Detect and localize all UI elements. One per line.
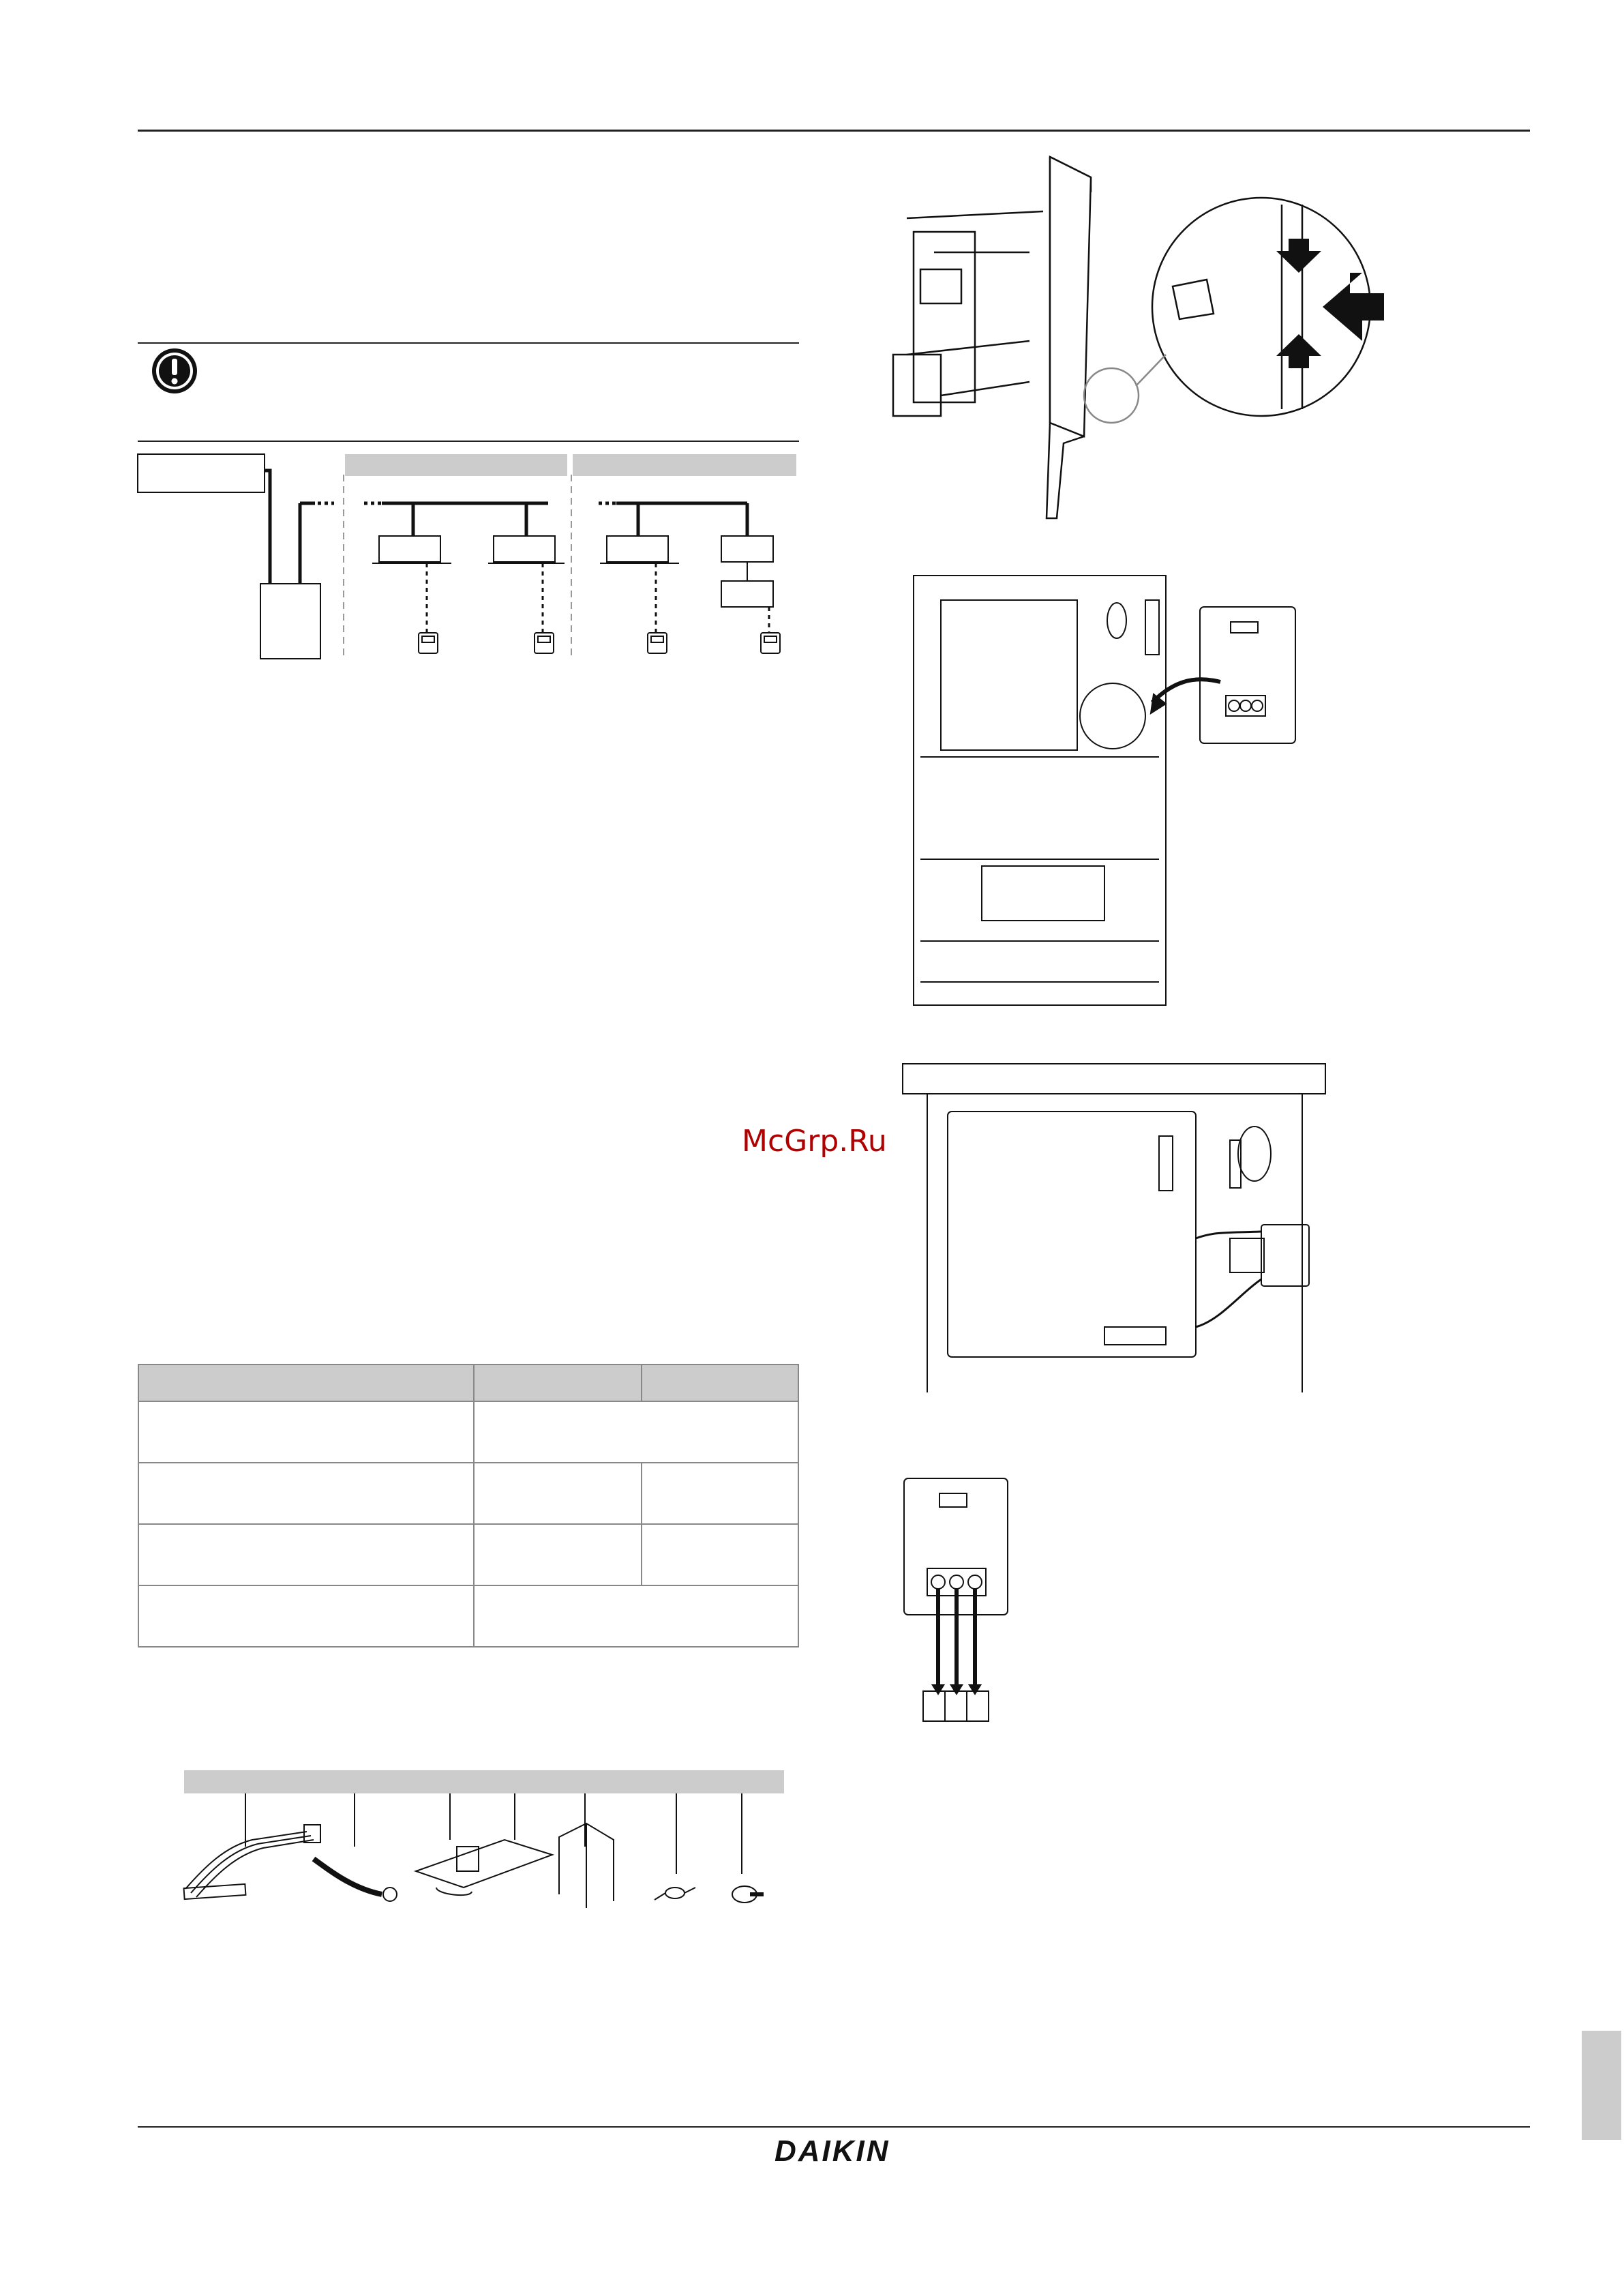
table-cell	[474, 1585, 798, 1647]
control-box-figure	[900, 1061, 1336, 1395]
daikin-logo: DAIKIN	[775, 2134, 890, 2168]
accessories-header-bar	[184, 1770, 784, 1793]
table-cell	[642, 1524, 798, 1585]
caution-top-rule	[138, 342, 799, 344]
table-row	[138, 1463, 798, 1524]
mounting-plate-figure	[886, 150, 1404, 532]
table-cell	[474, 1463, 642, 1524]
wiring-system-diagram	[136, 450, 805, 668]
table-cell	[138, 1401, 474, 1463]
spec-table	[138, 1364, 799, 1648]
table-header-cell	[474, 1365, 642, 1401]
caution-bottom-rule	[138, 441, 799, 442]
table-cell	[474, 1524, 642, 1585]
side-section-tab	[1582, 2031, 1621, 2140]
header-rule	[138, 130, 1530, 132]
table-cell	[474, 1401, 798, 1463]
table-cell	[138, 1585, 474, 1647]
table-cell	[642, 1463, 798, 1524]
table-header-cell	[642, 1365, 798, 1401]
table-row	[138, 1401, 798, 1463]
table-row	[138, 1524, 798, 1585]
unit-front-figure	[900, 573, 1323, 1009]
exclamation-circle-icon	[150, 346, 199, 396]
watermark: McGrp.Ru	[742, 1124, 887, 1159]
accessories-diagram	[177, 1792, 791, 1915]
footer-rule	[138, 2126, 1530, 2128]
table-cell	[138, 1524, 474, 1585]
terminal-board-figure	[900, 1473, 1036, 1732]
table-header-cell	[138, 1365, 474, 1401]
table-cell	[138, 1463, 474, 1524]
table-row	[138, 1585, 798, 1647]
